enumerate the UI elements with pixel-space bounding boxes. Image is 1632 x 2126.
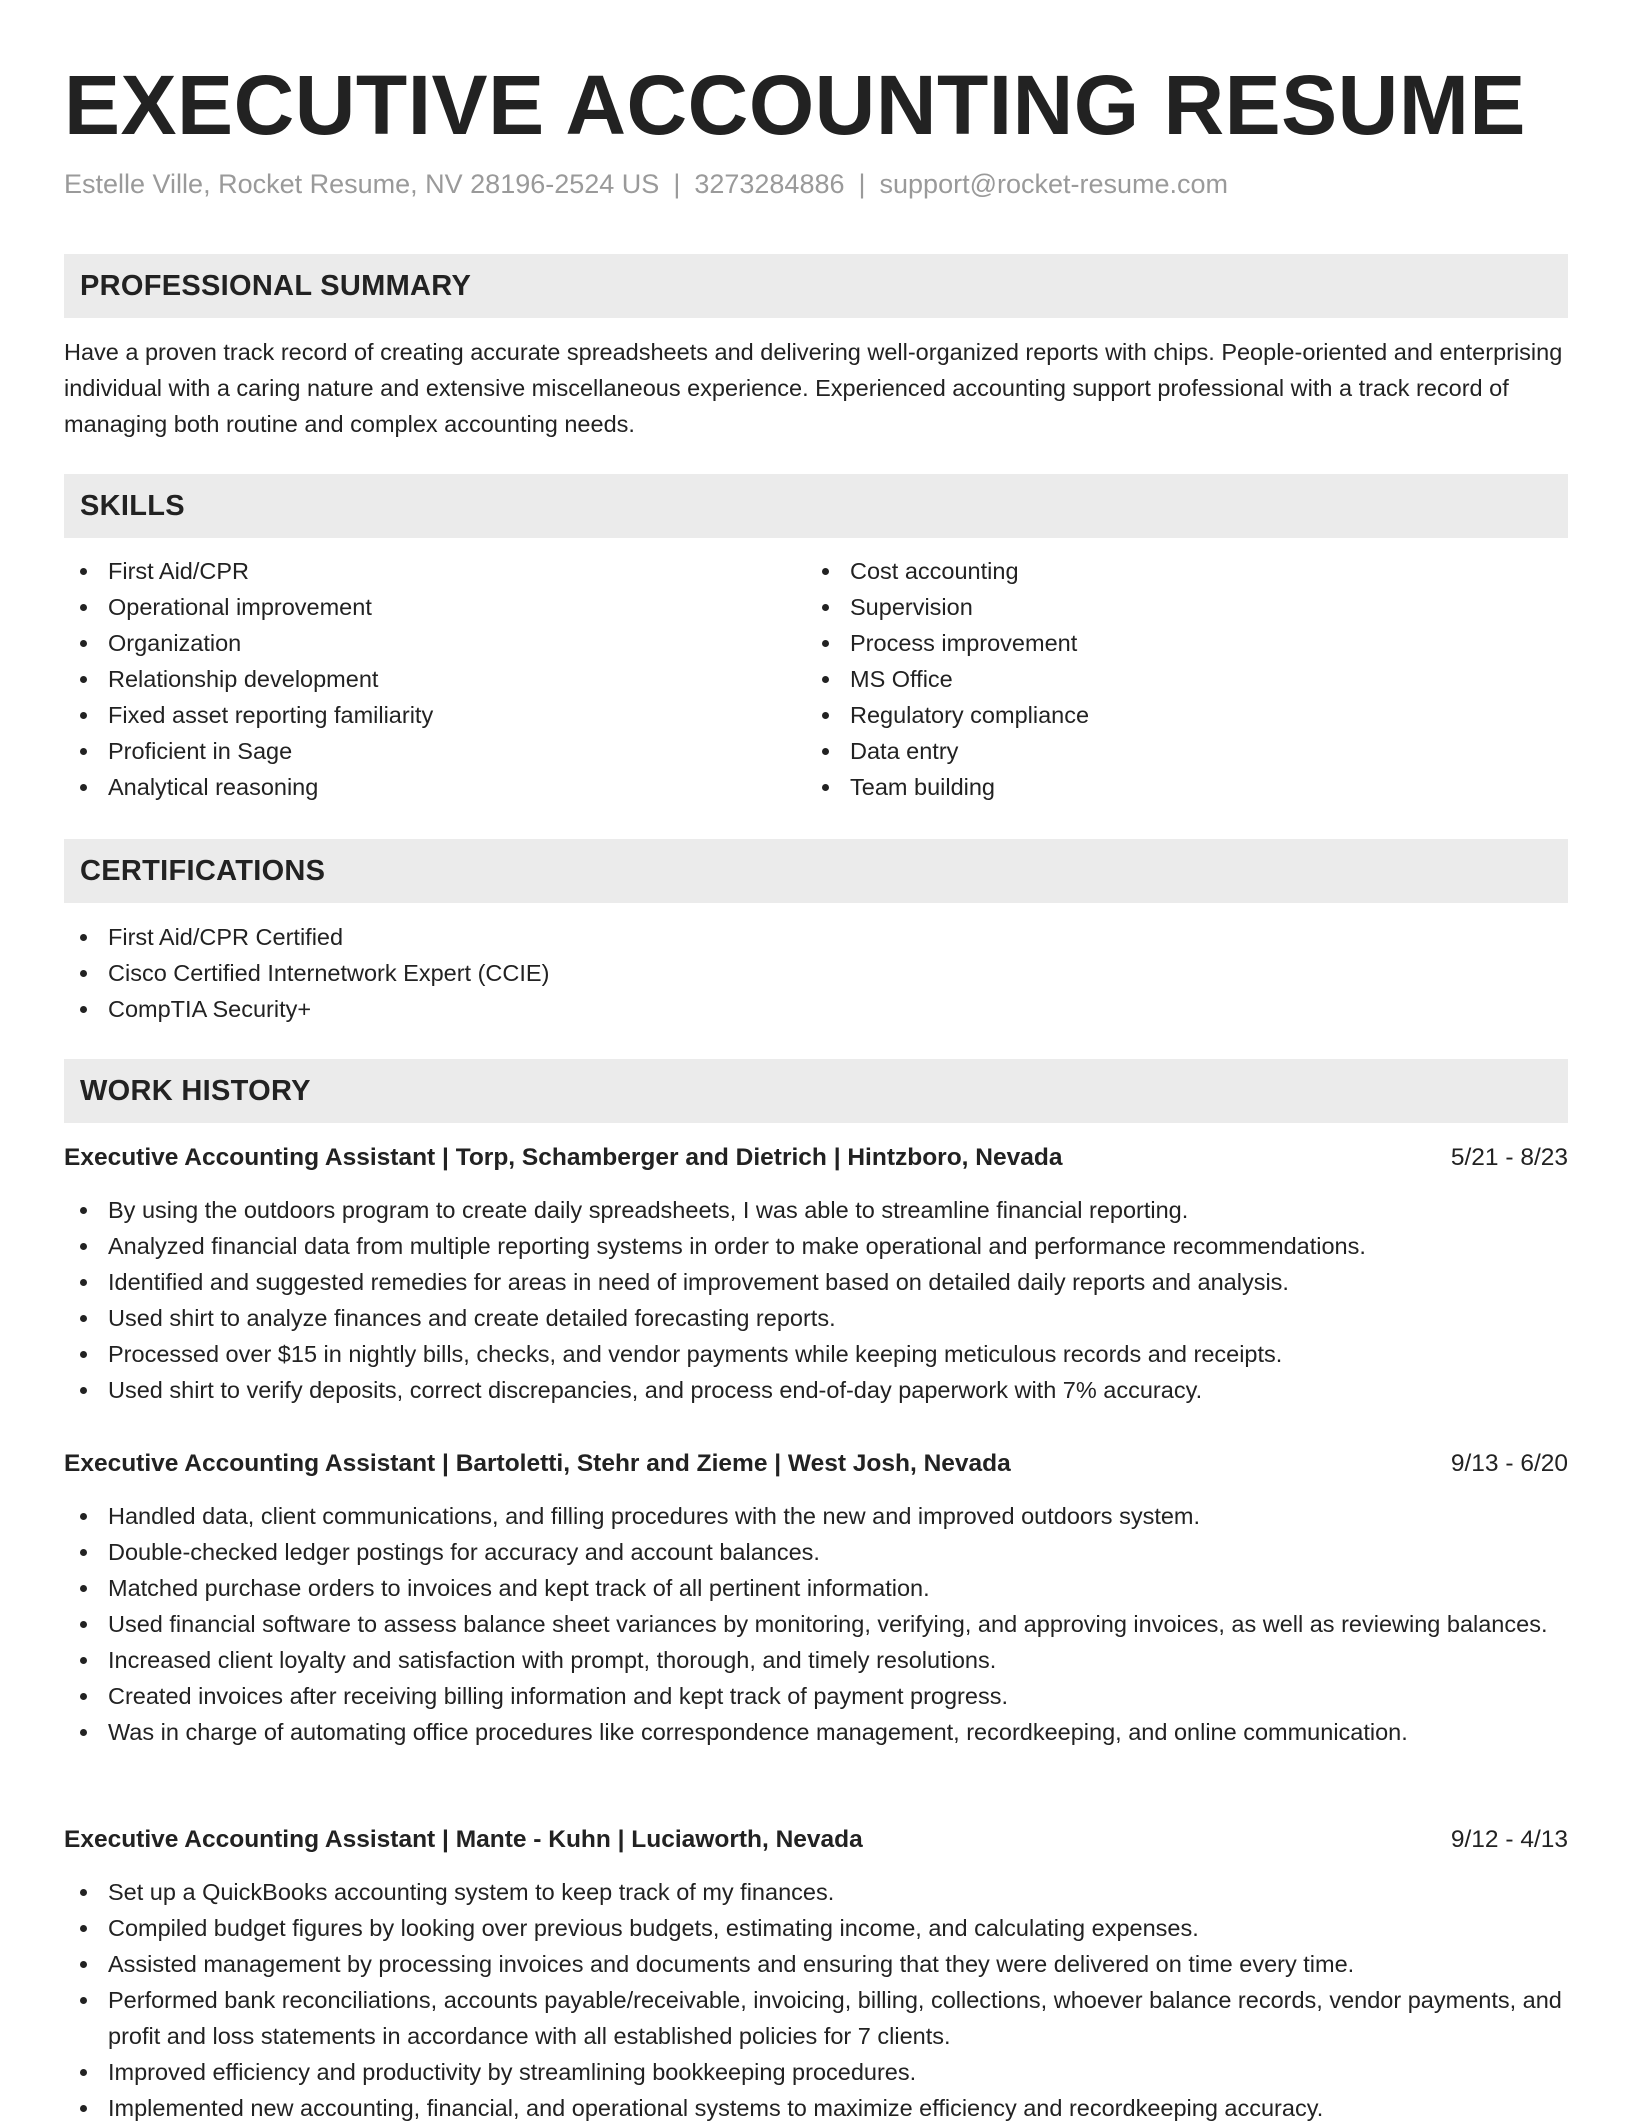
skill-item: MS Office: [806, 661, 1546, 697]
job-bullets: [64, 1874, 1568, 2126]
work-history-heading: WORK HISTORY: [64, 1059, 1568, 1123]
skill-item: Team building: [806, 769, 1546, 805]
job-entry: [64, 1140, 1568, 1408]
job-bullet: Compiled budget figures by looking over previous budgets, estimating income, and calculating expenses.: [64, 1910, 1568, 1946]
job-bullets: [64, 1498, 1568, 1750]
certification-item: Cisco Certified Internetwork Expert (CCIE): [64, 955, 1568, 991]
contact-separator: |: [858, 169, 866, 199]
job-bullet: Used financial software to assess balance sheet variances by monitoring, verifying, and approving invoices, as well as reviewing balances.: [64, 1606, 1568, 1642]
skill-item: Regulatory compliance: [806, 697, 1546, 733]
skill-item: Supervision: [806, 589, 1546, 625]
contact-email[interactable]: support@rocket-resume.com: [879, 169, 1229, 199]
job-title: Executive Accounting Assistant | Mante - Kuhn | Luciaworth, Nevada: [64, 1826, 863, 1853]
skills-column-right: [806, 553, 1546, 805]
job-bullet: By using the outdoors program to create daily spreadsheets, I was able to streamline financial reporting.: [64, 1192, 1568, 1228]
certification-item: CompTIA Security+: [64, 991, 1568, 1027]
skill-item: Proficient in Sage: [64, 733, 804, 769]
contact-line: [64, 166, 1228, 202]
contact-separator: |: [673, 169, 681, 199]
job-bullet: Matched purchase orders to invoices and kept track of all pertinent information.: [64, 1570, 1568, 1606]
job-dates: 9/12 - 4/13: [1450, 1826, 1568, 1853]
job-bullet: Implemented new accounting, financial, and operational systems to maximize efficiency and recordkeeping accuracy.: [64, 2090, 1568, 2126]
skills-list-left: [64, 553, 804, 805]
skills-column-left: [64, 553, 804, 805]
skill-item: Fixed asset reporting familiarity: [64, 697, 804, 733]
resume-title: EXECUTIVE ACCOUNTING RESUME: [64, 58, 1526, 152]
job-bullet: Assisted management by processing invoices and documents and ensuring that they were delivered on time every time.: [64, 1946, 1568, 1982]
job-bullet: Analyzed financial data from multiple reporting systems in order to make operational and performance recommendations.: [64, 1228, 1568, 1264]
certifications-section: [64, 919, 1568, 1027]
job-entry: [64, 1446, 1568, 1750]
job-bullet: Created invoices after receiving billing information and kept track of payment progress.: [64, 1678, 1568, 1714]
certifications-heading: CERTIFICATIONS: [64, 839, 1568, 903]
skill-item: Operational improvement: [64, 589, 804, 625]
certifications-list: [64, 919, 1568, 1027]
job-bullet: Performed bank reconciliations, accounts payable/receivable, invoicing, billing, collections, whoever balance records, vendor payments, and profit and loss statements in accordance with all established policies for 7 clients.: [64, 1982, 1568, 2054]
job-header: [64, 1446, 1568, 1482]
job-bullet: Improved efficiency and productivity by streamlining bookkeeping procedures.: [64, 2054, 1568, 2090]
job-bullet: Identified and suggested remedies for areas in need of improvement based on detailed daily reports and analysis.: [64, 1264, 1568, 1300]
job-bullet: Increased client loyalty and satisfaction with prompt, thorough, and timely resolutions.: [64, 1642, 1568, 1678]
contact-address: Estelle Ville, Rocket Resume, NV 28196-2524 US: [64, 169, 660, 199]
summary-heading: PROFESSIONAL SUMMARY: [64, 254, 1568, 318]
certification-item: First Aid/CPR Certified: [64, 919, 1568, 955]
job-bullet: Used shirt to analyze finances and create detailed forecasting reports.: [64, 1300, 1568, 1336]
job-bullet: Was in charge of automating office procedures like correspondence management, recordkeeping, and online communication.: [64, 1714, 1568, 1750]
job-title: Executive Accounting Assistant | Bartoletti, Stehr and Zieme | West Josh, Nevada: [64, 1450, 1011, 1477]
job-dates: 9/13 - 6/20: [1450, 1450, 1568, 1477]
skill-item: Relationship development: [64, 661, 804, 697]
job-header: [64, 1822, 1568, 1858]
job-title: Executive Accounting Assistant | Torp, Schamberger and Dietrich | Hintzboro, Nevada: [64, 1144, 1063, 1171]
skill-item: Process improvement: [806, 625, 1546, 661]
skill-item: First Aid/CPR: [64, 553, 804, 589]
job-bullet: Set up a QuickBooks accounting system to keep track of my finances.: [64, 1874, 1568, 1910]
job-header: [64, 1140, 1568, 1176]
skills-list-right: [806, 553, 1546, 805]
skill-item: Organization: [64, 625, 804, 661]
summary-text: Have a proven track record of creating accurate spreadsheets and delivering well-organized reports with chips. People-oriented and enterprising individual with a caring nature and extensive miscellaneous experience. Experienced accounting support professional with a track record of managing both routine and complex accounting needs.: [64, 339, 1563, 437]
skill-item: Data entry: [806, 733, 1546, 769]
job-bullet: Handled data, client communications, and filling procedures with the new and improved outdoors system.: [64, 1498, 1568, 1534]
skill-item: Analytical reasoning: [64, 769, 804, 805]
job-bullet: Double-checked ledger postings for accuracy and account balances.: [64, 1534, 1568, 1570]
skill-item: Cost accounting: [806, 553, 1546, 589]
job-dates: 5/21 - 8/23: [1450, 1144, 1568, 1171]
job-bullet: Used shirt to verify deposits, correct discrepancies, and process end-of-day paperwork with 7% accuracy.: [64, 1372, 1568, 1408]
job-bullets: [64, 1192, 1568, 1408]
contact-phone: 3273284886: [694, 169, 845, 199]
skills-heading: SKILLS: [64, 474, 1568, 538]
job-entry: [64, 1822, 1568, 2126]
job-bullet: Processed over $15 in nightly bills, checks, and vendor payments while keeping meticulous records and receipts.: [64, 1336, 1568, 1372]
